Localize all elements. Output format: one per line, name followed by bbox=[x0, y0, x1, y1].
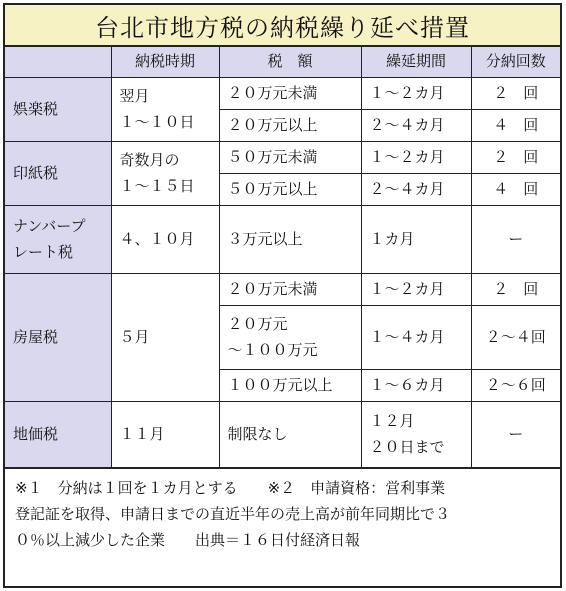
deferral-cell: １〜６カ月 bbox=[361, 370, 471, 402]
tax-name-line: レート税 bbox=[13, 242, 74, 261]
header-row bbox=[5, 47, 560, 78]
deferral-cell: １〜２カ月 bbox=[361, 142, 471, 174]
installments-cell: ２ 回 bbox=[471, 78, 560, 110]
tax-name-cell: 地価税 bbox=[5, 402, 111, 468]
payment-period-line: １〜１５日 bbox=[119, 176, 195, 195]
tax-name-line: ナンバープ bbox=[13, 217, 86, 235]
amount-cell: ２０万元未満 bbox=[219, 78, 361, 110]
footnote-line: ※１ 分納は１回を１カ月とする ※２ 申請資格：営利事業 bbox=[15, 479, 446, 497]
payment-period-cell: ５月 bbox=[111, 274, 219, 402]
deferral-cell: １〜２カ月 bbox=[361, 274, 471, 306]
installments-cell: ２ 回 bbox=[471, 274, 560, 306]
payment-period-line: 翌月 bbox=[119, 87, 150, 105]
payment-period-cell bbox=[111, 78, 219, 142]
installments-cell: ー bbox=[471, 402, 560, 468]
deferral-cell: １カ月 bbox=[361, 206, 471, 274]
payment-period-cell: １１月 bbox=[111, 402, 219, 468]
amount-line: ２０万元 bbox=[227, 315, 288, 333]
tax-name-cell bbox=[5, 206, 111, 274]
tax-deferral-table bbox=[5, 47, 560, 468]
footnotes bbox=[5, 468, 560, 553]
installments-cell: ２〜６回 bbox=[471, 370, 560, 402]
tax-name-cell: 娯楽税 bbox=[5, 78, 111, 142]
installments-cell: ２ 回 bbox=[471, 142, 560, 174]
deferral-line: １２月 bbox=[369, 412, 415, 430]
header-deferral-period: 繰延期間 bbox=[361, 47, 471, 78]
footnote-line: 登記証を取得、申請日までの直近半年の売上高が前年同期比で３ bbox=[15, 505, 451, 523]
deferral-cell: １〜２カ月 bbox=[361, 78, 471, 110]
installments-cell: ４ 回 bbox=[471, 110, 560, 142]
table-row bbox=[5, 206, 560, 274]
table-row bbox=[5, 78, 560, 110]
deferral-cell: ２〜４カ月 bbox=[361, 174, 471, 206]
installments-cell: ４ 回 bbox=[471, 174, 560, 206]
amount-cell: ５０万元以上 bbox=[219, 174, 361, 206]
payment-period-line: １〜１０日 bbox=[119, 112, 195, 131]
amount-cell: ５０万元未満 bbox=[219, 142, 361, 174]
amount-cell: 制限なし bbox=[219, 402, 361, 468]
amount-line: 〜１００万元 bbox=[227, 340, 318, 359]
payment-period-cell bbox=[111, 142, 219, 206]
footnote-line: ０％以上減少した企業 出典＝１６日付経済日報 bbox=[15, 531, 361, 549]
deferral-line: ２０日まで bbox=[369, 437, 445, 456]
payment-period-line: 奇数月の bbox=[119, 151, 180, 169]
page-title: 台北市地方税の納税繰り延べ措置 bbox=[5, 5, 560, 47]
amount-cell bbox=[219, 306, 361, 370]
installments-cell: ２〜４回 bbox=[471, 306, 560, 370]
table-row bbox=[5, 402, 560, 468]
amount-cell: ３万元以上 bbox=[219, 206, 361, 274]
amount-cell: ２０万元以上 bbox=[219, 110, 361, 142]
tax-name-cell: 房屋税 bbox=[5, 274, 111, 402]
deferral-cell: １〜４カ月 bbox=[361, 306, 471, 370]
installments-cell: ー bbox=[471, 206, 560, 274]
header-tax bbox=[5, 47, 111, 78]
amount-cell: ２０万元未満 bbox=[219, 274, 361, 306]
deferral-cell: ２〜４カ月 bbox=[361, 110, 471, 142]
table-row bbox=[5, 142, 560, 174]
tax-deferral-table-frame bbox=[3, 3, 562, 588]
deferral-cell bbox=[361, 402, 471, 468]
amount-cell: １００万元以上 bbox=[219, 370, 361, 402]
header-installments: 分納回数 bbox=[471, 47, 560, 78]
payment-period-cell: ４、１０月 bbox=[111, 206, 219, 274]
tax-name-cell: 印紙税 bbox=[5, 142, 111, 206]
table-row bbox=[5, 274, 560, 306]
header-payment-period: 納税時期 bbox=[111, 47, 219, 78]
header-amount: 税 額 bbox=[219, 47, 361, 78]
